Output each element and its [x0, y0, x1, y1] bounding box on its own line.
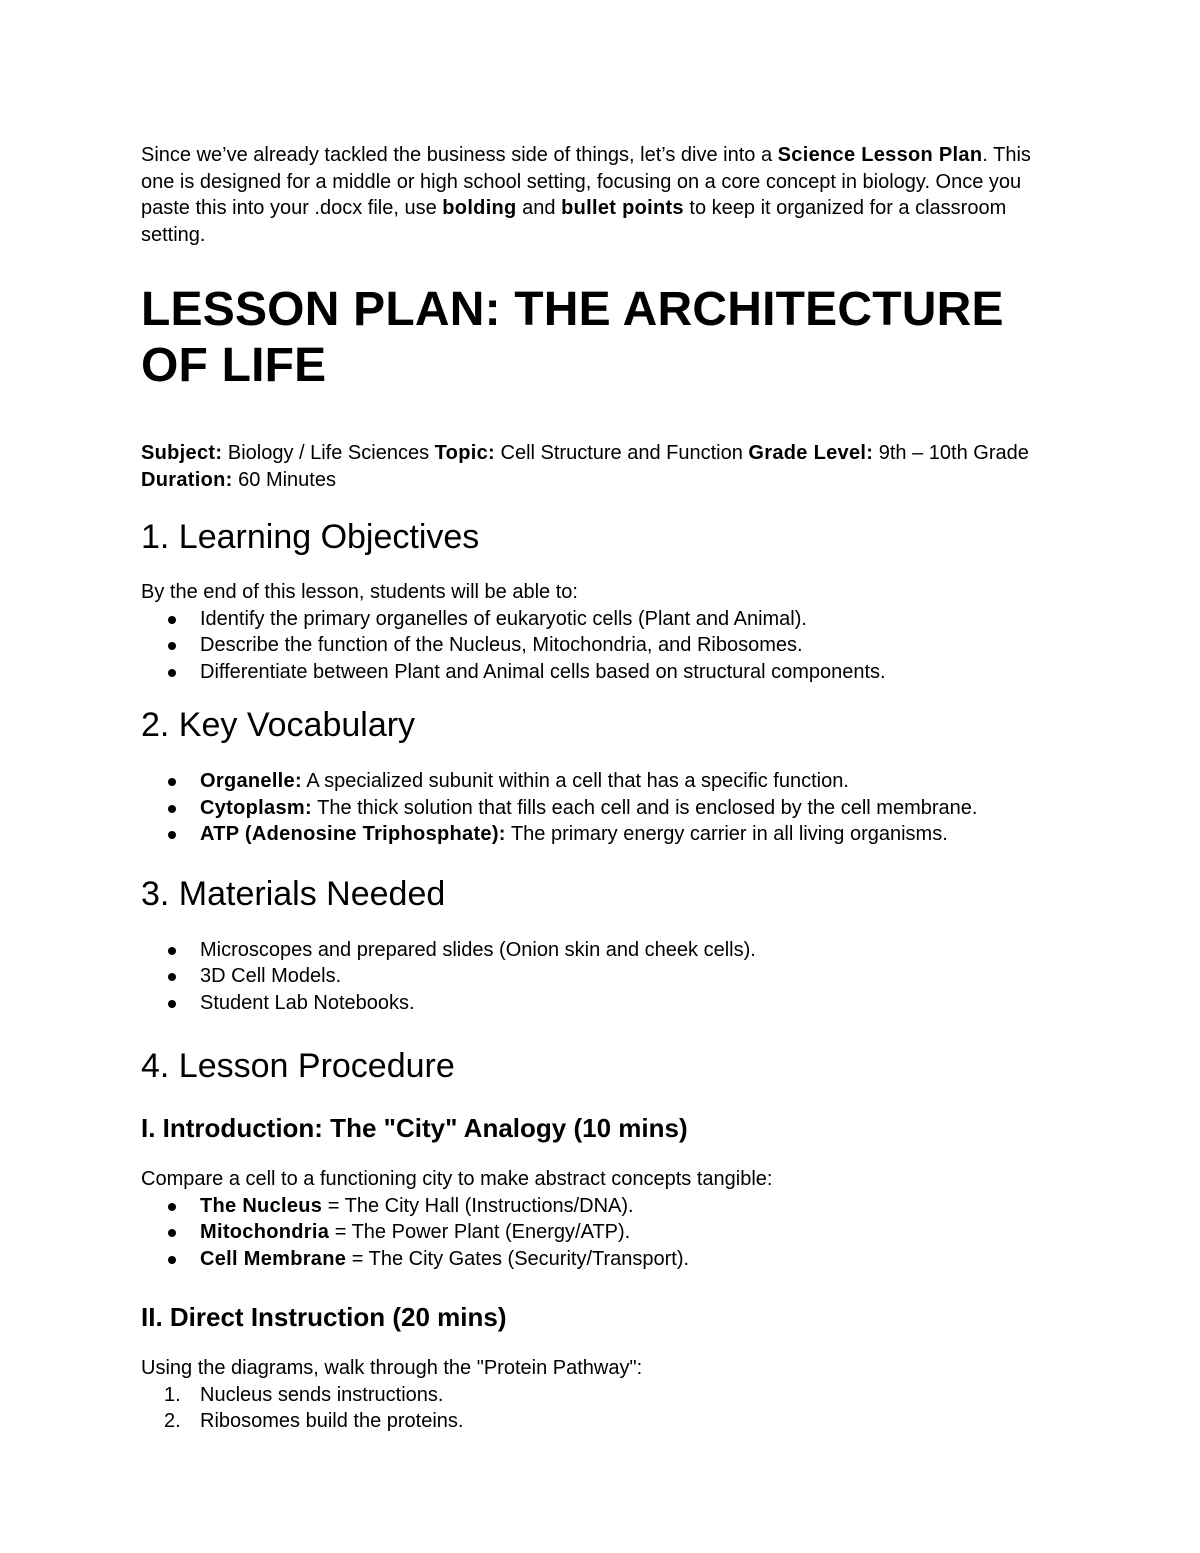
intro-text-3: and: [516, 197, 562, 219]
grade-value: 9th – 10th Grade: [873, 442, 1029, 464]
list-item: Student Lab Notebooks.: [141, 990, 1061, 1017]
objectives-heading: 1. Learning Objectives: [141, 518, 480, 556]
vocab-definition: The primary energy carrier in all living organisms.: [505, 823, 948, 845]
materials-heading: 3. Materials Needed: [141, 874, 446, 913]
analogy-term: Cell Membrane: [200, 1247, 347, 1270]
vocabulary-list: [141, 768, 1061, 848]
analogy-term: Mitochondria: [200, 1221, 330, 1243]
direct-instruction-lead: Using the diagrams, walk through the "Protein Pathway":: [141, 1357, 643, 1379]
procedure-heading: 4. Lesson Procedure: [141, 1047, 455, 1085]
list-item: [141, 1382, 1061, 1409]
list-item: Identify the primary organelles of eukaryotic cells (Plant and Animal).: [141, 606, 1061, 633]
materials-list: [141, 937, 1061, 1017]
step-number: 2.: [164, 1410, 181, 1432]
list-item: 3D Cell Models.: [141, 963, 1061, 990]
introduction-subheading: I. Introduction: The "City" Analogy (10 mins): [141, 1113, 688, 1143]
list-item: [141, 1246, 1061, 1273]
objectives-lead: By the end of this lesson, students will be able to:: [141, 581, 578, 603]
list-item: [141, 1193, 1061, 1220]
vocab-definition: A specialized subunit within a cell that has a specific function.: [301, 770, 849, 792]
vocab-term: Cytoplasm:: [200, 796, 312, 819]
topic-label: Topic:: [434, 442, 495, 464]
lesson-meta: [141, 440, 1061, 493]
intro-text-2: . This one is designed for a middle or high school setting, focusing on a core concept in biology. Once you paste this into your .docx file, use: [141, 144, 1031, 219]
direct-instruction-subheading: II. Direct Instruction (20 mins): [141, 1302, 507, 1332]
vocab-definition: The thick solution that fills each cell and is enclosed by the cell membrane.: [311, 796, 978, 819]
analogy-definition: = The Power Plant (Energy/ATP).: [329, 1221, 631, 1243]
intro-bold-2: bolding: [442, 197, 517, 219]
analogy-term: The Nucleus: [200, 1194, 323, 1217]
analogy-definition: = The City Gates (Security/Transport).: [346, 1247, 690, 1270]
subject-label: Subject:: [141, 442, 223, 464]
duration-label: Duration:: [141, 468, 233, 491]
introduction-lead: Compare a cell to a functioning city to make abstract concepts tangible:: [141, 1168, 773, 1190]
vocabulary-heading: 2. Key Vocabulary: [141, 706, 416, 744]
intro-bold-1: Science Lesson Plan: [777, 144, 983, 166]
subject-value: Biology / Life Sciences: [222, 442, 435, 464]
list-item: Microscopes and prepared slides (Onion skin and cheek cells).: [141, 937, 1061, 964]
list-item: Describe the function of the Nucleus, Mitochondria, and Ribosomes.: [141, 632, 1061, 659]
vocab-term: Organelle:: [200, 770, 302, 792]
objectives-list: [141, 606, 1061, 686]
document-body: [141, 142, 1061, 1435]
intro-bold-3: bullet points: [561, 197, 684, 219]
step-text: Nucleus sends instructions.: [200, 1383, 444, 1406]
list-item: [141, 1219, 1061, 1246]
analogy-list: [141, 1193, 1061, 1273]
intro-text-4: to keep it organized for a classroom setting.: [141, 197, 1007, 246]
document-title: LESSON PLAN: THE ARCHITECTURE OF LIFE: [141, 283, 1004, 392]
duration-value: 60 Minutes: [232, 468, 336, 491]
analogy-definition: = The City Hall (Instructions/DNA).: [322, 1194, 634, 1217]
step-number: 1.: [164, 1383, 181, 1406]
grade-label: Grade Level:: [748, 442, 874, 464]
intro-paragraph: [141, 142, 1061, 248]
topic-value: Cell Structure and Function: [494, 442, 749, 464]
protein-pathway-list: [141, 1382, 1061, 1435]
vocab-term: ATP (Adenosine Triphosphate):: [200, 823, 506, 845]
list-item: [141, 821, 1061, 848]
list-item: [141, 768, 1061, 795]
step-text: Ribosomes build the proteins.: [200, 1410, 464, 1432]
intro-text-1: Since we’ve already tackled the business side of things, let’s dive into a: [141, 144, 778, 166]
list-item: [141, 1408, 1061, 1435]
list-item: Differentiate between Plant and Animal cells based on structural components.: [141, 659, 1061, 686]
list-item: [141, 795, 1061, 822]
